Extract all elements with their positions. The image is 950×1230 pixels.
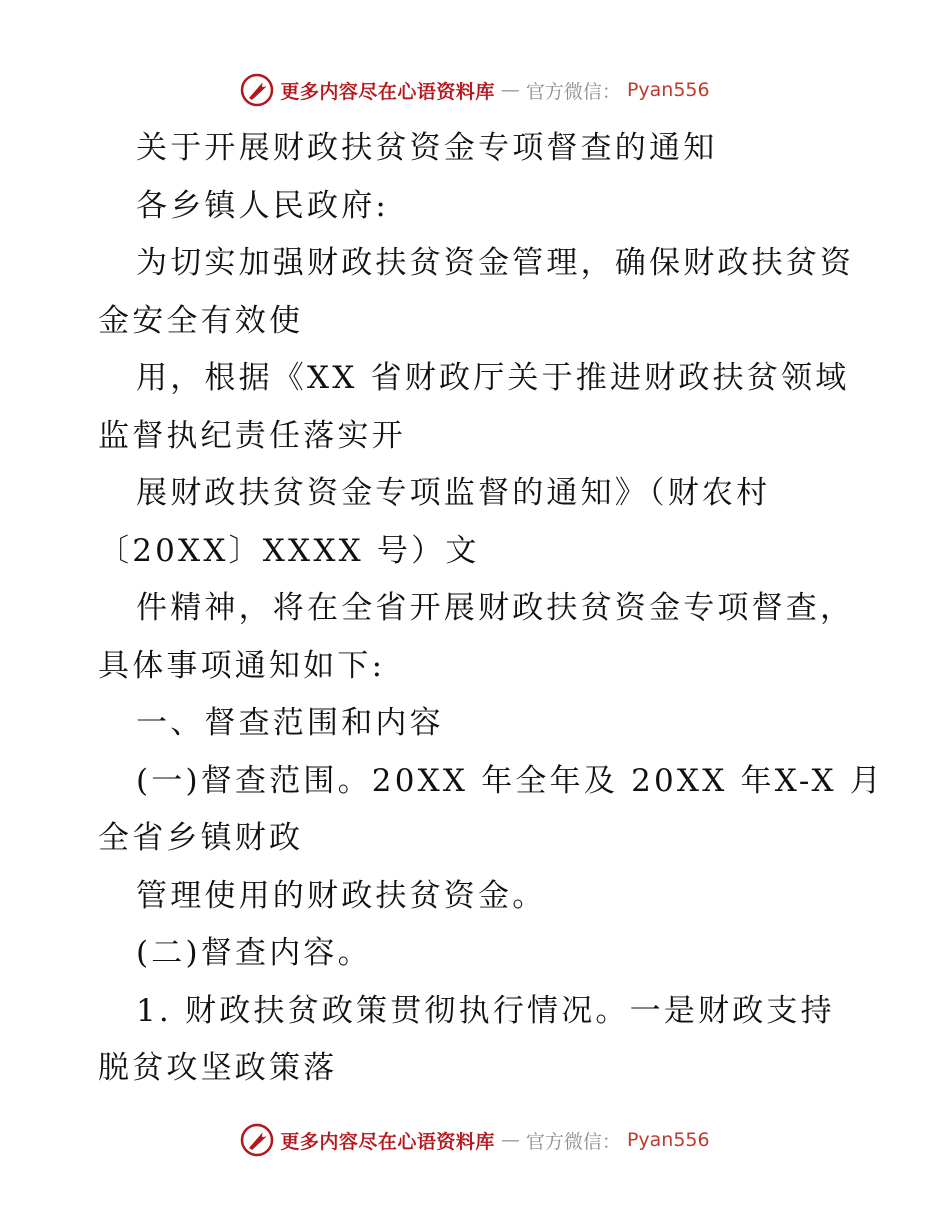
body-line: 监督执纪责任落实开 xyxy=(98,417,406,454)
watermark-sub: 官方微信： xyxy=(525,80,621,103)
watermark-text: 更多内容尽在心语资料库 xyxy=(280,80,495,103)
watermark-dash: — xyxy=(500,79,520,101)
header-watermark xyxy=(0,70,950,110)
body-line: 展财政扶贫资金专项监督的通知》（财农村 xyxy=(136,475,771,511)
body-line: 为切实加强财政扶贫资金管理，确保财政扶贫资 xyxy=(136,245,855,281)
body-line: 件精神，将在全省开展财政扶贫资金专项督查， xyxy=(136,590,855,626)
subsection-heading: (一)督查范围。20XX 年全年及 20XX 年X-X 月 xyxy=(136,762,884,799)
footer-watermark xyxy=(0,1120,950,1160)
watermark-dash: — xyxy=(500,1129,520,1151)
subsection-heading: (二)督查内容。 xyxy=(136,935,372,971)
list-item: 1. 财政扶贫政策贯彻执行情况。一是财政支持 xyxy=(136,992,835,1029)
section-heading: 一、督查范围和内容 xyxy=(136,705,444,741)
salutation: 各乡镇人民政府: xyxy=(136,187,390,224)
watermark-wechat-id: Pyan556 xyxy=(626,1129,710,1151)
body-line: 全省乡镇财政 xyxy=(98,820,304,856)
body-line: 金安全有效使 xyxy=(98,302,304,339)
document-body xyxy=(98,120,884,1098)
body-line: 脱贫攻坚政策落 xyxy=(98,1050,338,1086)
watermark-wechat-id: Pyan556 xyxy=(626,79,710,101)
pen-nib-logo-icon xyxy=(240,1123,274,1157)
body-line: 用，根据《XX 省财政厅关于推进财政扶贫领域 xyxy=(136,360,850,396)
watermark-text: 更多内容尽在心语资料库 xyxy=(280,1130,495,1153)
document-title: 关于开展财政扶贫资金专项督查的通知 xyxy=(136,130,718,166)
pen-nib-logo-icon xyxy=(240,73,274,107)
body-line: 〔20XX〕XXXX 号）文 xyxy=(98,532,480,569)
body-line: 具体事项通知如下: xyxy=(98,647,386,684)
watermark-sub: 官方微信： xyxy=(525,1130,621,1153)
body-line: 管理使用的财政扶贫资金。 xyxy=(136,877,547,914)
